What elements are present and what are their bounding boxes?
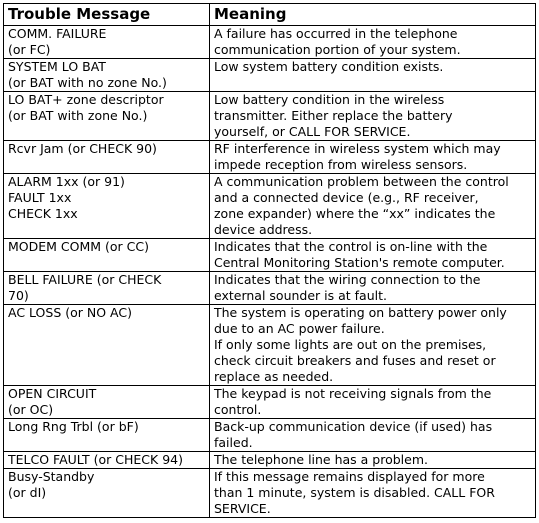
- meaning-line: RF interference in wireless system which may: [214, 141, 501, 156]
- meaning-cell: [210, 239, 536, 272]
- meaning-line: control.: [214, 402, 262, 417]
- table-row: [4, 92, 536, 141]
- message-line: (or dI): [8, 485, 47, 500]
- meaning-line: replace as needed.: [214, 369, 334, 384]
- message-line: (or BAT with no zone No.): [8, 75, 167, 90]
- message-line: (or FC): [8, 42, 51, 57]
- meaning-cell: [210, 92, 536, 141]
- message-line: BELL FAILURE (or CHECK: [8, 272, 162, 287]
- meaning-line: Low system battery condition exists.: [214, 59, 444, 74]
- meaning-line: The system is operating on battery power only: [214, 305, 507, 320]
- meaning-line: communication portion of your system.: [214, 42, 461, 57]
- trouble-message-cell: [4, 92, 210, 141]
- trouble-message-cell: [4, 239, 210, 272]
- trouble-message-table-container: [3, 3, 536, 518]
- table-row: [4, 141, 536, 174]
- message-line: Long Rng Trbl (or bF): [8, 419, 139, 434]
- meaning-line: check circuit breakers and fuses and reset or: [214, 353, 496, 368]
- trouble-message-cell: [4, 272, 210, 305]
- header-trouble-message: Trouble Message: [4, 4, 210, 26]
- trouble-message-cell: [4, 419, 210, 452]
- table-header-row: [4, 4, 536, 26]
- trouble-message-cell: [4, 452, 210, 469]
- meaning-line: If this message remains displayed for more: [214, 469, 485, 484]
- message-line: 70): [8, 288, 29, 303]
- meaning-line: SERVICE.: [214, 501, 271, 516]
- message-line: Busy-Standby: [8, 469, 95, 484]
- message-line: LO BAT+ zone descriptor: [8, 92, 164, 107]
- table-row: [4, 174, 536, 239]
- meaning-line: failed.: [214, 435, 253, 450]
- meaning-line: external sounder is at fault.: [214, 288, 387, 303]
- meaning-line: A failure has occurred in the telephone: [214, 26, 458, 41]
- meaning-line: The telephone line has a problem.: [214, 452, 428, 467]
- table-row: [4, 59, 536, 92]
- meaning-line: impede reception from wireless sensors.: [214, 157, 468, 172]
- meaning-cell: [210, 59, 536, 92]
- message-line: TELCO FAULT (or CHECK 94): [8, 452, 183, 467]
- table-row: [4, 469, 536, 518]
- table-row: [4, 386, 536, 419]
- meaning-line: Back-up communication device (if used) has: [214, 419, 493, 434]
- meaning-cell: [210, 141, 536, 174]
- meaning-line: Low battery condition in the wireless: [214, 92, 445, 107]
- trouble-message-cell: [4, 141, 210, 174]
- table-row: [4, 272, 536, 305]
- table-row: [4, 239, 536, 272]
- message-line: (or BAT with zone No.): [8, 108, 148, 123]
- meaning-cell: [210, 26, 536, 59]
- table-row: [4, 305, 536, 386]
- message-line: AC LOSS (or NO AC): [8, 305, 132, 320]
- meaning-line: and a connected device (e.g., RF receiver,: [214, 190, 479, 205]
- meaning-line: zone expander) where the “xx” indicates the: [214, 206, 496, 221]
- meaning-line: Central Monitoring Station's remote computer.: [214, 255, 505, 270]
- meaning-line: Indicates that the wiring connection to the: [214, 272, 481, 287]
- meaning-line: Indicates that the control is on-line with the: [214, 239, 488, 254]
- meaning-cell: [210, 419, 536, 452]
- header-meaning: Meaning: [210, 4, 536, 26]
- meaning-cell: [210, 386, 536, 419]
- trouble-message-cell: [4, 174, 210, 239]
- message-line: ALARM 1xx (or 91): [8, 174, 125, 189]
- meaning-line: device address.: [214, 222, 313, 237]
- message-line: OPEN CIRCUIT: [8, 386, 97, 401]
- message-line: SYSTEM LO BAT: [8, 59, 106, 74]
- message-line: FAULT 1xx: [8, 190, 72, 205]
- meaning-line: A communication problem between the control: [214, 174, 509, 189]
- meaning-cell: [210, 469, 536, 518]
- trouble-message-cell: [4, 26, 210, 59]
- meaning-cell: [210, 305, 536, 386]
- table-row: [4, 419, 536, 452]
- table-row: [4, 26, 536, 59]
- trouble-message-table: [3, 3, 536, 518]
- table-row: [4, 452, 536, 469]
- message-line: COMM. FAILURE: [8, 26, 107, 41]
- trouble-message-cell: [4, 469, 210, 518]
- meaning-line: transmitter. Either replace the battery: [214, 108, 453, 123]
- message-line: (or OC): [8, 402, 54, 417]
- meaning-line: The keypad is not receiving signals from the: [214, 386, 492, 401]
- meaning-cell: [210, 272, 536, 305]
- message-line: Rcvr Jam (or CHECK 90): [8, 141, 157, 156]
- meaning-line: If only some lights are out on the premises,: [214, 337, 487, 352]
- meaning-line: due to an AC power failure.: [214, 321, 385, 336]
- message-line: CHECK 1xx: [8, 206, 78, 221]
- meaning-line: yourself, or CALL FOR SERVICE.: [214, 124, 411, 139]
- meaning-line: than 1 minute, system is disabled. CALL FOR: [214, 485, 495, 500]
- trouble-message-cell: [4, 305, 210, 386]
- trouble-message-cell: [4, 386, 210, 419]
- meaning-cell: [210, 174, 536, 239]
- message-line: MODEM COMM (or CC): [8, 239, 149, 254]
- trouble-message-cell: [4, 59, 210, 92]
- meaning-cell: [210, 452, 536, 469]
